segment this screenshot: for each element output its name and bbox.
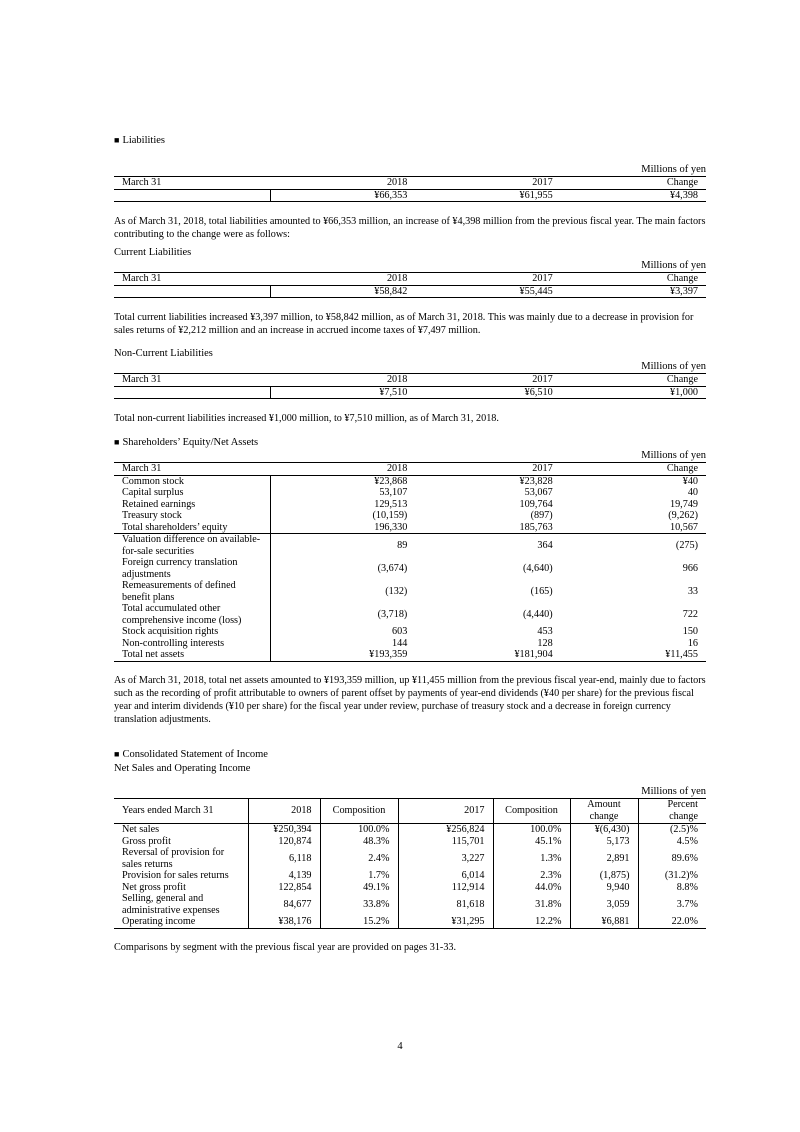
table-header-cell: 2018 (270, 177, 415, 190)
table-cell: ¥250,394 (248, 824, 320, 836)
table-cell: (1,875) (570, 870, 638, 882)
table-cell: 3,059 (570, 893, 638, 916)
table-cell: 84,677 (248, 893, 320, 916)
table-cell: 722 (682, 608, 698, 620)
table-header-cell: Years ended March 31 (114, 799, 248, 824)
noncurrent-liabilities-paragraph: Total non-current liabilities increased ¥1,000 million, to ¥7,510 million, as of March 31, 2018. (114, 413, 499, 424)
table-cell: (132) (270, 580, 415, 603)
table-cell: ¥23,868 (270, 475, 415, 487)
table-cell: (9,262) (668, 510, 698, 521)
unit-label: Millions of yen (641, 450, 706, 461)
row-label: Remeasurements of defined benefit plans (122, 580, 236, 603)
table-cell: 10,567 (561, 522, 706, 534)
table-cell: 120,874 (248, 836, 320, 848)
row-label: Treasury stock (122, 510, 182, 521)
table-cell: 9,940 (570, 882, 638, 894)
table-cell: 364 (537, 539, 553, 551)
table-cell: (10,159) (270, 510, 415, 522)
table-cell (114, 386, 270, 399)
table-cell: (2.5)% (638, 824, 706, 836)
income-heading: ■ Consolidated Statement of Income (114, 749, 268, 760)
table-row (114, 580, 706, 603)
unit-label: Millions of yen (641, 260, 706, 271)
row-label: Operating income (114, 916, 248, 928)
table-cell: ¥193,359 (270, 649, 415, 661)
row-label: Total accumulated other comprehensive income (loss) (122, 603, 242, 626)
table-cell: (897) (530, 510, 553, 521)
noncurrent-liabilities-section (114, 347, 706, 425)
equity-heading: ■ Shareholders’ Equity/Net Assets (114, 437, 259, 448)
square-bullet-icon: ■ (114, 437, 120, 447)
table-cell: 115,701 (398, 836, 493, 848)
table-cell: ¥23,828 (519, 475, 553, 487)
table-cell: 33.8% (320, 893, 398, 916)
table-cell: ¥38,176 (248, 916, 320, 928)
table-cell: 2.4% (320, 847, 398, 870)
table-header-cell: March 31 (114, 463, 270, 476)
table-cell: 3,227 (398, 847, 493, 870)
table-cell: 100.0% (320, 824, 398, 836)
liabilities-heading: ■ Liabilities (114, 135, 166, 146)
table-cell: 109,764 (519, 498, 553, 510)
table-cell: 6,118 (248, 847, 320, 870)
table-cell: (4,440) (522, 608, 553, 620)
table-cell: (3,674) (270, 557, 415, 580)
table-cell: ¥55,445 (415, 285, 560, 298)
table-row (114, 916, 706, 928)
table-cell: 48.3% (320, 836, 398, 848)
table-cell: 2.3% (493, 870, 570, 882)
table-row (114, 847, 706, 870)
table-cell: ¥6,510 (415, 386, 560, 399)
liabilities-section (114, 133, 706, 241)
table-cell: 19,749 (669, 498, 698, 510)
table-row (114, 557, 706, 580)
table-header-cell: Composition (493, 799, 570, 824)
row-label: Net sales (122, 824, 160, 835)
row-label: Net gross profit (122, 881, 186, 893)
table-cell: 12.2% (493, 916, 570, 928)
table-cell: 8.8% (638, 882, 706, 894)
table-cell: (165) (530, 585, 553, 597)
table-header-cell: Amount change (570, 799, 638, 824)
row-label: Foreign currency translation adjustments (122, 557, 238, 580)
table-cell: 129,513 (270, 499, 415, 511)
table-cell: ¥(6,430) (570, 824, 638, 836)
table-cell: 3.7% (638, 893, 706, 916)
noncurrent-liabilities-heading: Non-Current Liabilities (114, 348, 213, 359)
table-header-cell: March 31 (114, 374, 270, 387)
square-bullet-icon: ■ (114, 135, 120, 145)
liabilities-paragraph: As of March 31, 2018, total liabilities amounted to ¥66,353 million, an increase of ¥4,398 million from the previous fiscal year. The main factors contributing to the change were as follows: (114, 216, 706, 240)
table-cell: 33 (687, 585, 698, 597)
table-row (114, 603, 706, 626)
table-cell: 22.0% (638, 916, 706, 928)
table-cell: 185,763 (415, 522, 560, 534)
equity-paragraph: As of March 31, 2018, total net assets amounted to ¥193,359 million, up ¥11,455 million from the previous fiscal year-end, mainly due to factors such as the recording of profit attributable to owners of parent offset by payments of year-end dividends (¥40 per share) for the previous fiscal year and interim dividends (¥10 per share) for the fiscal year under review, purchase of treasury stock and a decrease in foreign currency translation adjustments. (114, 674, 706, 725)
table-header-cell: Change (561, 273, 706, 286)
noncurrent-liabilities-table (114, 373, 706, 399)
current-liabilities-paragraph: Total current liabilities increased ¥3,397 million, to ¥58,842 million, as of March 31, 2018. This was mainly due to a decrease in provision for sales returns of ¥2,212 million and an increase in accrued income taxes of ¥7,497 million. (114, 312, 694, 336)
table-row (114, 475, 706, 487)
row-label: Selling, general and administrative expenses (122, 893, 220, 916)
table-header-cell: Change (561, 463, 706, 476)
table-cell: 4.5% (638, 836, 706, 848)
row-label: Gross profit (122, 835, 171, 847)
table-row (114, 522, 706, 534)
table-row (114, 824, 706, 836)
table-header-cell: March 31 (114, 177, 270, 190)
table-cell: 53,107 (270, 487, 415, 499)
income-table (114, 798, 706, 929)
table-cell: ¥6,881 (570, 916, 638, 928)
table-cell: 128 (537, 637, 553, 649)
table-cell: 112,914 (398, 882, 493, 894)
table-row (114, 870, 706, 882)
table-cell: ¥3,397 (561, 285, 706, 298)
table-cell: ¥256,824 (398, 824, 493, 836)
table-header-cell: 2018 (270, 374, 415, 387)
liabilities-table (114, 176, 706, 202)
table-cell: (3,718) (270, 603, 415, 626)
table-row (114, 893, 706, 916)
table-row (114, 499, 706, 511)
current-liabilities-section (114, 246, 706, 337)
table-cell: ¥58,842 (270, 285, 415, 298)
table-cell: 44.0% (493, 882, 570, 894)
table-cell: 15.2% (320, 916, 398, 928)
table-cell: ¥40 (682, 475, 698, 487)
row-label: Provision for sales returns (122, 870, 229, 881)
table-row (114, 487, 706, 499)
table-header-cell: Change (561, 374, 706, 387)
table-header-cell: Change (561, 177, 706, 190)
table-cell: ¥11,455 (561, 649, 706, 661)
table-cell: 150 (682, 626, 698, 637)
row-label: Retained earnings (122, 498, 196, 510)
equity-table (114, 462, 706, 662)
row-label: Common stock (122, 475, 184, 487)
row-label: Total net assets (114, 649, 270, 661)
current-liabilities-table (114, 272, 706, 298)
table-cell: 6,014 (398, 870, 493, 882)
table-cell: 45.1% (493, 836, 570, 848)
table-cell: (275) (675, 539, 698, 551)
row-label: Stock acquisition rights (122, 626, 219, 637)
table-cell: ¥7,510 (270, 386, 415, 399)
table-row (114, 638, 706, 650)
table-cell: 1.3% (493, 847, 570, 870)
table-row (114, 649, 706, 661)
table-header-cell: 2017 (415, 463, 560, 476)
table-cell: 144 (270, 638, 415, 650)
table-cell: 89 (270, 534, 415, 558)
table-header-cell: 2017 (415, 177, 560, 190)
table-row (114, 510, 706, 522)
unit-label: Millions of yen (641, 164, 706, 175)
table-cell: 53,067 (524, 487, 553, 498)
row-label: Total shareholders’ equity (114, 522, 270, 534)
table-cell: 122,854 (248, 882, 320, 894)
row-label: Valuation difference on available-for-sale securities (122, 534, 261, 557)
table-cell: 2,891 (570, 847, 638, 870)
income-paragraph: Comparisons by segment with the previous fiscal year are provided on pages 31-33. (114, 941, 457, 953)
table-cell: ¥4,398 (561, 189, 706, 202)
table-cell: 196,330 (270, 522, 415, 534)
table-cell: 16 (687, 637, 698, 649)
table-header-cell: Composition (320, 799, 398, 824)
row-label: Non-controlling interests (122, 637, 225, 649)
table-cell (114, 285, 270, 298)
row-label: Capital surplus (122, 487, 184, 498)
income-section (114, 747, 706, 954)
table-cell: ¥31,295 (398, 916, 493, 928)
table-cell: 40 (687, 487, 698, 498)
table-header-cell: 2017 (398, 799, 493, 824)
table-row (114, 836, 706, 848)
table-cell: ¥66,353 (270, 189, 415, 202)
equity-section (114, 435, 706, 726)
square-bullet-icon: ■ (114, 749, 120, 759)
table-header-cell: March 31 (114, 273, 270, 286)
table-cell: ¥181,904 (415, 649, 560, 661)
table-cell: 5,173 (570, 836, 638, 848)
income-subheading: Net Sales and Operating Income (114, 763, 251, 774)
page-number: 4 (397, 1041, 403, 1052)
table-row (114, 534, 706, 558)
table-cell: 4,139 (248, 870, 320, 882)
table-cell (114, 189, 270, 202)
table-cell: (31.2)% (638, 870, 706, 882)
table-cell: (4,640) (522, 562, 553, 574)
unit-label: Millions of yen (641, 361, 706, 372)
current-liabilities-heading: Current Liabilities (114, 247, 192, 258)
table-cell: 81,618 (398, 893, 493, 916)
table-row (114, 882, 706, 894)
table-header-cell: Percent change (638, 799, 706, 824)
table-cell: 453 (537, 626, 553, 637)
row-label: Reversal of provision for sales returns (122, 847, 225, 870)
table-header-cell: 2017 (415, 273, 560, 286)
table-cell: 31.8% (493, 893, 570, 916)
table-cell: 1.7% (320, 870, 398, 882)
table-cell: 100.0% (493, 824, 570, 836)
table-header-cell: 2018 (270, 463, 415, 476)
table-cell: 603 (270, 626, 415, 638)
table-cell: 49.1% (320, 882, 398, 894)
table-cell: 966 (682, 562, 698, 574)
table-header-cell: 2018 (248, 799, 320, 824)
table-header-cell: 2018 (270, 273, 415, 286)
table-cell: ¥61,955 (415, 189, 560, 202)
unit-label: Millions of yen (641, 786, 706, 797)
table-cell: ¥1,000 (561, 386, 706, 399)
table-cell: 89.6% (638, 847, 706, 870)
table-row (114, 626, 706, 638)
table-header-cell: 2017 (415, 374, 560, 387)
